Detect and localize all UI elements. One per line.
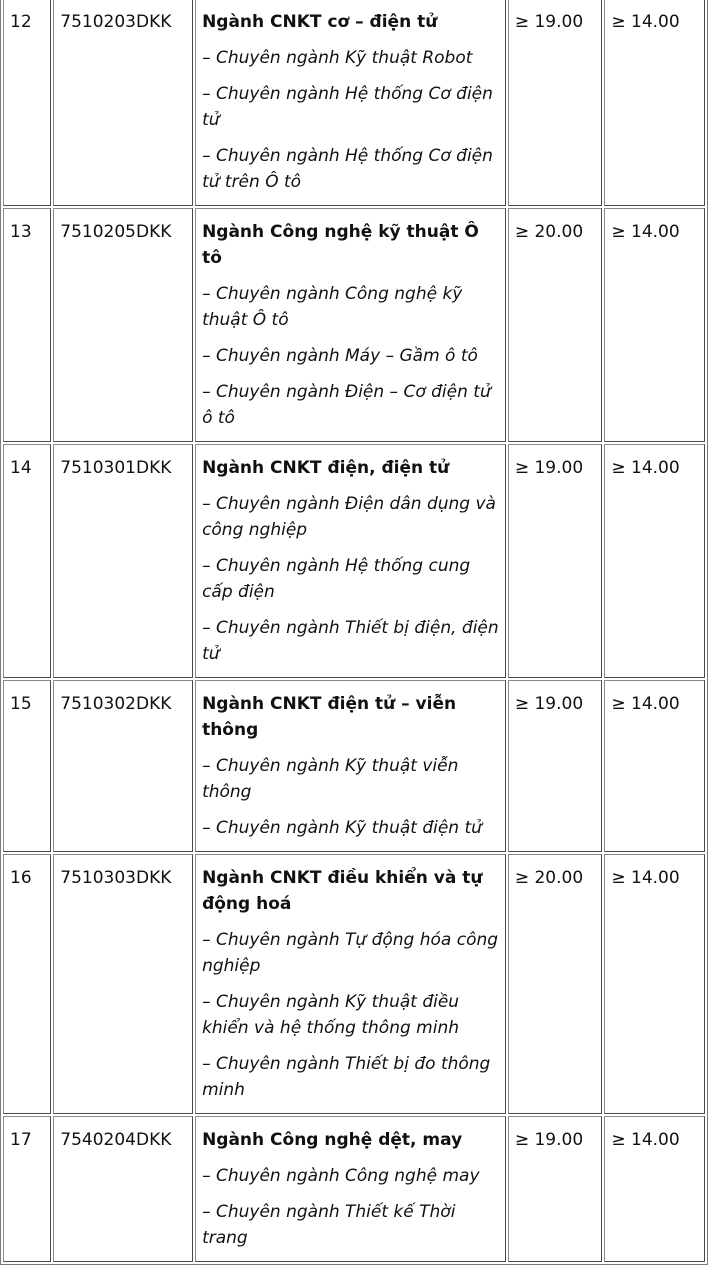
table-row: [3, 444, 705, 678]
min-score-1: ≥ 20.00: [508, 208, 603, 442]
specialization: – Chuyên ngành Máy – Gầm ô tô: [202, 346, 478, 366]
major-cell: [195, 0, 506, 206]
min-score-2: ≥ 14.00: [604, 0, 705, 206]
specialization: – Chuyên ngành Thiết bị đo thông minh: [202, 1054, 491, 1100]
major-cell: [195, 1116, 506, 1262]
table-row: [3, 680, 705, 852]
specialization: – Chuyên ngành Điện – Cơ điện tử ô tô: [202, 382, 491, 428]
major-name: Ngành CNKT điện, điện tử: [202, 458, 450, 478]
min-score-1: ≥ 19.00: [508, 680, 603, 852]
specialization: – Chuyên ngành Điện dân dụng và công nghiệp: [202, 494, 496, 540]
major-name: Ngành Công nghệ dệt, may: [202, 1130, 463, 1150]
min-score-2: ≥ 14.00: [604, 1116, 705, 1262]
table-row: [3, 1116, 705, 1262]
row-number: 15: [3, 680, 51, 852]
specialization: – Chuyên ngành Kỹ thuật điều khiển và hệ thống thông minh: [202, 992, 460, 1038]
specialization: – Chuyên ngành Hệ thống cung cấp điện: [202, 556, 471, 602]
major-cell: [195, 680, 506, 852]
row-number: 14: [3, 444, 51, 678]
min-score-1: ≥ 20.00: [508, 854, 603, 1114]
major-cell: [195, 444, 506, 678]
major-cell: [195, 208, 506, 442]
min-score-2: ≥ 14.00: [604, 854, 705, 1114]
min-score-1: ≥ 19.00: [508, 0, 603, 206]
min-score-2: ≥ 14.00: [604, 444, 705, 678]
min-score-1: ≥ 19.00: [508, 444, 603, 678]
specialization: – Chuyên ngành Công nghệ kỹ thuật Ô tô: [202, 284, 463, 330]
min-score-2: ≥ 14.00: [604, 680, 705, 852]
row-number: 17: [3, 1116, 51, 1262]
major-code: 7510303DKK: [53, 854, 193, 1114]
min-score-1: ≥ 19.00: [508, 1116, 603, 1262]
specialization: – Chuyên ngành Tự động hóa công nghiệp: [202, 930, 499, 976]
major-name: Ngành CNKT cơ – điện tử: [202, 12, 438, 32]
major-code: 7510205DKK: [53, 208, 193, 442]
major-code: 7510203DKK: [53, 0, 193, 206]
min-score-2: ≥ 14.00: [604, 208, 705, 442]
row-number: 16: [3, 854, 51, 1114]
major-name: Ngành Công nghệ kỹ thuật Ô tô: [202, 222, 479, 268]
major-cell: [195, 854, 506, 1114]
major-name: Ngành CNKT điện tử – viễn thông: [202, 694, 457, 740]
specialization: – Chuyên ngành Thiết kế Thời trang: [202, 1202, 456, 1248]
specialization: – Chuyên ngành Kỹ thuật điện tử: [202, 818, 482, 838]
major-code: 7510301DKK: [53, 444, 193, 678]
major-code: 7540204DKK: [53, 1116, 193, 1262]
major-code: 7510302DKK: [53, 680, 193, 852]
specialization: – Chuyên ngành Hệ thống Cơ điện tử: [202, 84, 493, 130]
table-row: [3, 854, 705, 1114]
table-row: [3, 208, 705, 442]
row-number: 12: [3, 0, 51, 206]
specialization: – Chuyên ngành Công nghệ may: [202, 1166, 480, 1186]
major-name: Ngành CNKT điều khiển và tự động hoá: [202, 868, 483, 914]
specialization: – Chuyên ngành Kỹ thuật Robot: [202, 48, 473, 68]
table-row: [3, 0, 705, 206]
specialization: – Chuyên ngành Hệ thống Cơ điện tử trên Ô tô: [202, 146, 493, 192]
specialization: – Chuyên ngành Kỹ thuật viễn thông: [202, 756, 459, 802]
specialization: – Chuyên ngành Thiết bị điện, điện tử: [202, 618, 499, 664]
row-number: 13: [3, 208, 51, 442]
